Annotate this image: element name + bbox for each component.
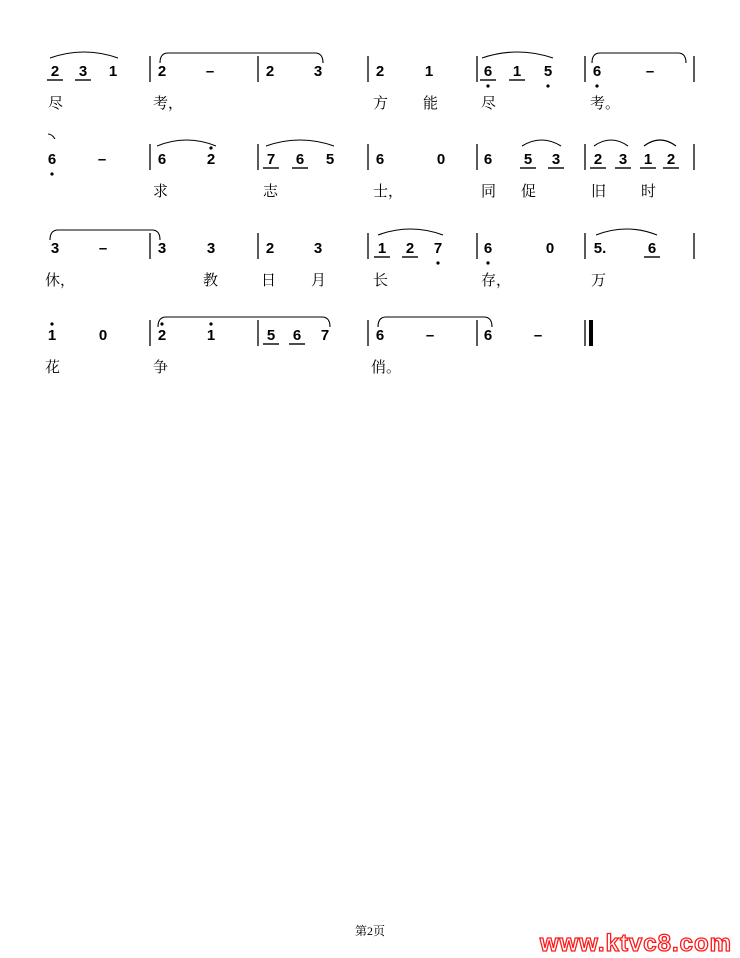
note: 2 [593,151,603,168]
slur [378,229,443,235]
slur [522,140,561,146]
phrase-marker [48,134,55,139]
note: 2 [265,63,275,80]
tie [592,53,686,63]
note: 6 [592,63,602,80]
tie [160,53,323,63]
note: 2 [375,63,385,80]
lyric: 长 [373,271,389,289]
note: 7 [320,327,330,344]
lyric: 同 [481,182,497,200]
lyric: 求 [153,182,169,200]
slur [594,140,628,146]
note: 6 [157,151,167,168]
slur [482,52,553,58]
lyric: 考。 [590,94,621,112]
note: 2 [50,63,60,80]
note: 6 [483,63,493,80]
note: 2 [157,63,167,80]
lyric: 月 [311,271,327,289]
note: – [97,151,107,168]
note: 0 [545,240,555,257]
note: 6 [375,327,385,344]
note: 3 [157,240,167,257]
note: 2 [666,151,676,168]
note: 6 [483,151,493,168]
high-octave-dot [209,146,212,149]
note: 5 [266,327,276,344]
note: 1 [377,240,387,257]
low-octave-dot [486,261,489,264]
high-octave-dot [160,322,163,325]
note: 6 [47,151,57,168]
note: 7 [266,151,276,168]
lyric: 尽 [481,94,497,112]
note: 3 [50,240,60,257]
note: 6 [647,240,657,257]
lyric: 能 [423,94,439,112]
tie [158,317,330,327]
note: 1 [47,327,57,344]
note: 0 [436,151,446,168]
slur [266,140,334,146]
low-octave-dot [50,172,53,175]
note: – [533,327,543,344]
low-octave-dot [436,261,439,264]
low-octave-dot [595,84,598,87]
note: – [425,327,435,344]
note: 5 [523,151,533,168]
low-octave-dot [546,84,549,87]
note: 1 [512,63,522,80]
note: 2 [405,240,415,257]
note: 2 [157,327,167,344]
note: 6 [483,327,493,344]
note: 3 [313,63,323,80]
lyric: 日 [261,271,277,289]
lyric: 方 [373,94,389,112]
note: 3 [313,240,323,257]
lyric: 花 [45,358,61,376]
note: 6 [295,151,305,168]
note: – [205,63,215,80]
high-octave-dot [209,322,212,325]
tie [378,317,492,327]
lyric: 尽 [48,94,64,112]
note: 3 [206,240,216,257]
note: 6 [375,151,385,168]
slur [157,140,216,146]
lyric: 志 [263,182,279,200]
slur [50,52,118,58]
slur [644,140,676,146]
note: 5 [325,151,335,168]
watermark-logo: www.ktvc8.com [539,930,732,957]
note: 7 [433,240,443,257]
note: 2 [265,240,275,257]
page-number: 第2页 [354,924,385,938]
lyric: 考， [153,94,184,112]
high-octave-dot [50,322,53,325]
lyric: 教 [203,271,219,289]
lyric: 存， [481,271,512,289]
note: 2 [206,151,216,168]
lyric: 俏。 [371,358,402,376]
note: 5. [593,240,607,257]
note: 5 [543,63,553,80]
low-octave-dot [486,84,489,87]
note: 1 [424,63,434,80]
lyric: 时 [641,182,657,200]
note: 0 [98,327,108,344]
note: 3 [551,151,561,168]
note: 3 [78,63,88,80]
tie [50,230,160,240]
note: 6 [292,327,302,344]
note: – [98,240,108,257]
lyric: 休， [45,271,76,289]
lyric: 争 [153,358,169,376]
note: 1 [206,327,216,344]
note: 1 [643,151,653,168]
note: – [645,63,655,80]
lyric: 旧 [591,182,607,200]
note: 1 [108,63,118,80]
lyric: 万 [591,271,607,289]
slur [596,229,657,235]
note: 6 [483,240,493,257]
note: 3 [618,151,628,168]
lyric: 促 [521,182,537,200]
final-barline-thick [589,320,593,346]
lyric: 士， [373,182,404,200]
